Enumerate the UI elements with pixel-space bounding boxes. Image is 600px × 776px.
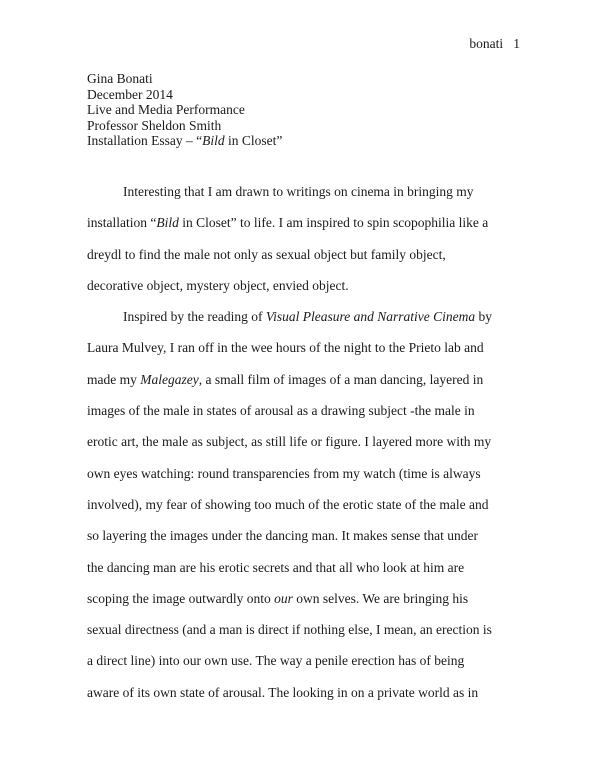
text-segment: by [475, 309, 492, 325]
text-segment: images of the male in states of arousal as a drawing subject -the male in [87, 403, 475, 419]
text-segment: aware of its own state of arousal. The looking in on a private world as in [87, 684, 479, 700]
text-segment: in Closet” to life. I am inspired to spin scopophilia like a [178, 215, 489, 231]
text-segment: dreydl to find the male not only as sexual object but family object, [87, 246, 446, 262]
essay-title-suffix: in Closet” [224, 133, 283, 148]
paragraph-line [87, 176, 527, 207]
paragraph-line [87, 583, 527, 614]
paragraph-line [87, 301, 527, 332]
paragraph-line [87, 552, 527, 583]
text-segment: installation “ [87, 215, 157, 231]
text-segment: the dancing man are his erotic secrets and that all who look at him are [87, 559, 465, 575]
text-segment: a direct line) into our own use. The way a penile erection has of being [87, 653, 465, 669]
italic-text: our [274, 590, 293, 606]
professor-name: Professor Sheldon Smith [87, 117, 222, 133]
text-segment: sexual directness (and a man is direct if nothing else, I mean, an erection is [87, 622, 492, 638]
paragraph-line [87, 426, 527, 457]
italic-text: Malegazey [140, 371, 199, 387]
running-header-surname: bonati [469, 36, 504, 51]
paragraph-line [87, 239, 527, 270]
paragraph-line [87, 364, 527, 395]
paragraph [87, 176, 527, 301]
header-block [87, 71, 282, 149]
text-segment: Laura Mulvey, I ran off in the wee hours of the night to the Prieto lab and [87, 340, 484, 356]
paragraph-line [87, 520, 527, 551]
text-segment: Inspired by the reading of [123, 309, 266, 325]
text-segment: made my [87, 371, 141, 387]
text-segment: own selves. We are bringing his [292, 590, 469, 606]
text-segment: erotic art, the male as subject, as still life or figure. I layered more with my [87, 434, 492, 450]
essay-title [87, 133, 282, 149]
paragraph-line [87, 207, 527, 238]
essay-body [87, 176, 527, 708]
text-segment: decorative object, mystery object, envied object. [87, 277, 349, 293]
page-number: 1 [513, 36, 520, 51]
paragraph-line [87, 489, 527, 520]
essay-date: December 2014 [87, 86, 173, 102]
author-name: Gina Bonati [87, 71, 153, 86]
paragraph-line [87, 458, 527, 489]
text-segment: Interesting that I am drawn to writings on cinema in bringing my [123, 184, 474, 199]
paragraph-line [87, 270, 527, 301]
paragraph [87, 301, 527, 708]
text-segment: own eyes watching: round transparencies from my watch (time is always [87, 465, 481, 481]
paragraph-line [87, 614, 527, 645]
paragraph-line [87, 645, 527, 676]
running-header [469, 36, 520, 52]
italic-text: Bild [156, 215, 179, 231]
text-segment: involved), my fear of showing too much of the erotic state of the male and [87, 496, 489, 512]
course-name: Live and Media Performance [87, 102, 245, 117]
text-segment: so layering the images under the dancing man. It makes sense that under [87, 528, 479, 544]
essay-title-prefix: Installation Essay – “ [87, 133, 203, 148]
text-segment: scoping the image outwardly onto [87, 590, 275, 606]
paragraph-line [87, 332, 527, 363]
text-segment: , a small film of images of a man dancing, layered in [198, 371, 484, 387]
essay-title-italic: Bild [202, 133, 225, 148]
paragraph-line [87, 677, 527, 708]
italic-text: Visual Pleasure and Narrative Cinema [265, 309, 476, 325]
paragraph-line [87, 395, 527, 426]
